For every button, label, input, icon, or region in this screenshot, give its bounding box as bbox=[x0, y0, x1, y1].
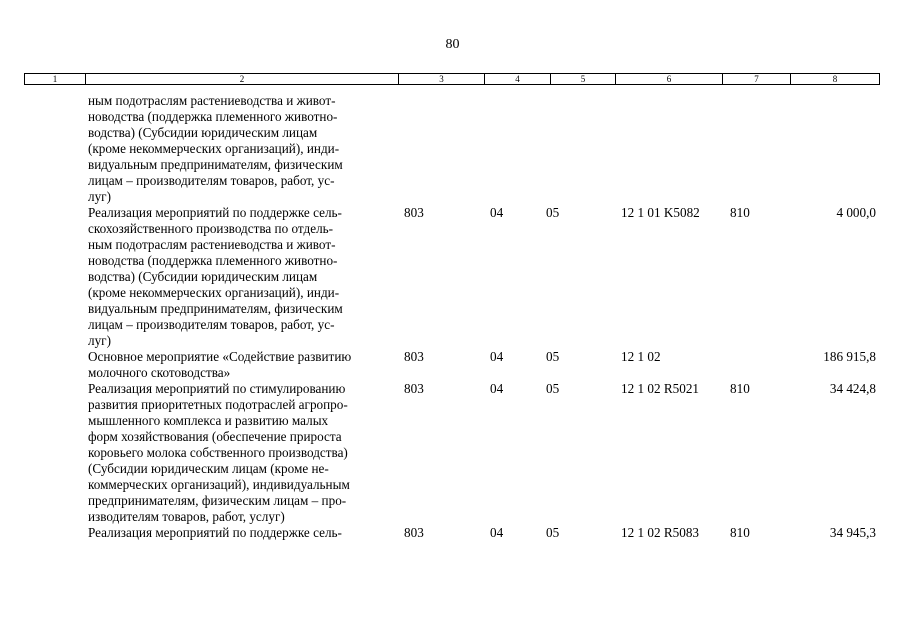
amount: 34 424,8 bbox=[829, 381, 876, 396]
table-row bbox=[0, 381, 905, 525]
column-header-6: 6 bbox=[615, 74, 722, 84]
subsection-code: 05 bbox=[546, 381, 560, 396]
expense-type-code: 810 bbox=[730, 381, 750, 396]
target-article-code: 12 1 01 K5082 bbox=[621, 205, 700, 220]
amount: 4 000,0 bbox=[836, 205, 876, 220]
row-description: Реализация мероприятий по поддержке сель- bbox=[88, 525, 342, 540]
column-header-7: 7 bbox=[722, 74, 790, 84]
ministry-code: 803 bbox=[404, 349, 424, 364]
ministry-code: 803 bbox=[404, 205, 424, 220]
row-description: ным подотраслям растениеводства и живот- новодства (поддержка племенного животно- водства) (Субсидии юридическим лицам (кроме некоммерческих организаций), инди- видуальным предпринимателям, физическим лицам – производителям товаров, работ, ус- луг) bbox=[88, 93, 343, 204]
table-body bbox=[0, 93, 905, 541]
target-article-code: 12 1 02 R5083 bbox=[621, 525, 700, 540]
table-row bbox=[0, 93, 905, 205]
section-code: 04 bbox=[490, 205, 504, 220]
column-header-5: 5 bbox=[550, 74, 615, 84]
ministry-code: 803 bbox=[404, 525, 424, 540]
row-description: Реализация мероприятий по поддержке сель- скохозяйственного производства по отдель- ным подотраслям растениеводства и живот- новодства (поддержка племенного животно- водства) (Субсидии юридическим лицам (кроме некоммерческих организаций), инди- видуальным предпринимателям, физическим лицам – производителям товаров, работ, ус- луг) bbox=[88, 205, 343, 348]
subsection-code: 05 bbox=[546, 205, 560, 220]
table-row bbox=[0, 525, 905, 541]
expense-type-code: 810 bbox=[730, 525, 750, 540]
target-article-code: 12 1 02 bbox=[621, 349, 661, 364]
ministry-code: 803 bbox=[404, 381, 424, 396]
section-code: 04 bbox=[490, 381, 504, 396]
amount: 186 915,8 bbox=[823, 349, 876, 364]
column-header-4: 4 bbox=[484, 74, 550, 84]
column-header-3: 3 bbox=[398, 74, 484, 84]
subsection-code: 05 bbox=[546, 349, 560, 364]
subsection-code: 05 bbox=[546, 525, 560, 540]
table-row bbox=[0, 349, 905, 381]
table-row bbox=[0, 205, 905, 349]
column-header-8: 8 bbox=[790, 74, 879, 84]
row-description: Основное мероприятие «Содействие развитию молочного скотоводства» bbox=[88, 349, 352, 380]
table-header bbox=[24, 73, 880, 85]
row-description: Реализация мероприятий по стимулированию развития приоритетных подотраслей агропро- мышленного комплекса и развитию малых форм хозяйствования (обеспечение прироста коровьего молока собственного производства) (Субсидии юридическим лицам (кроме не- коммерческих организаций), индивидуальным предпринимателям, физическим лицам – про- изводителям товаров, работ, услуг) bbox=[88, 381, 350, 524]
target-article-code: 12 1 02 R5021 bbox=[621, 381, 700, 396]
column-header-1: 1 bbox=[52, 74, 58, 84]
section-code: 04 bbox=[490, 525, 504, 540]
amount: 34 945,3 bbox=[829, 525, 876, 540]
column-header-2: 2 bbox=[85, 74, 398, 84]
section-code: 04 bbox=[490, 349, 504, 364]
expense-type-code: 810 bbox=[730, 205, 750, 220]
page-number: 80 bbox=[445, 37, 460, 52]
